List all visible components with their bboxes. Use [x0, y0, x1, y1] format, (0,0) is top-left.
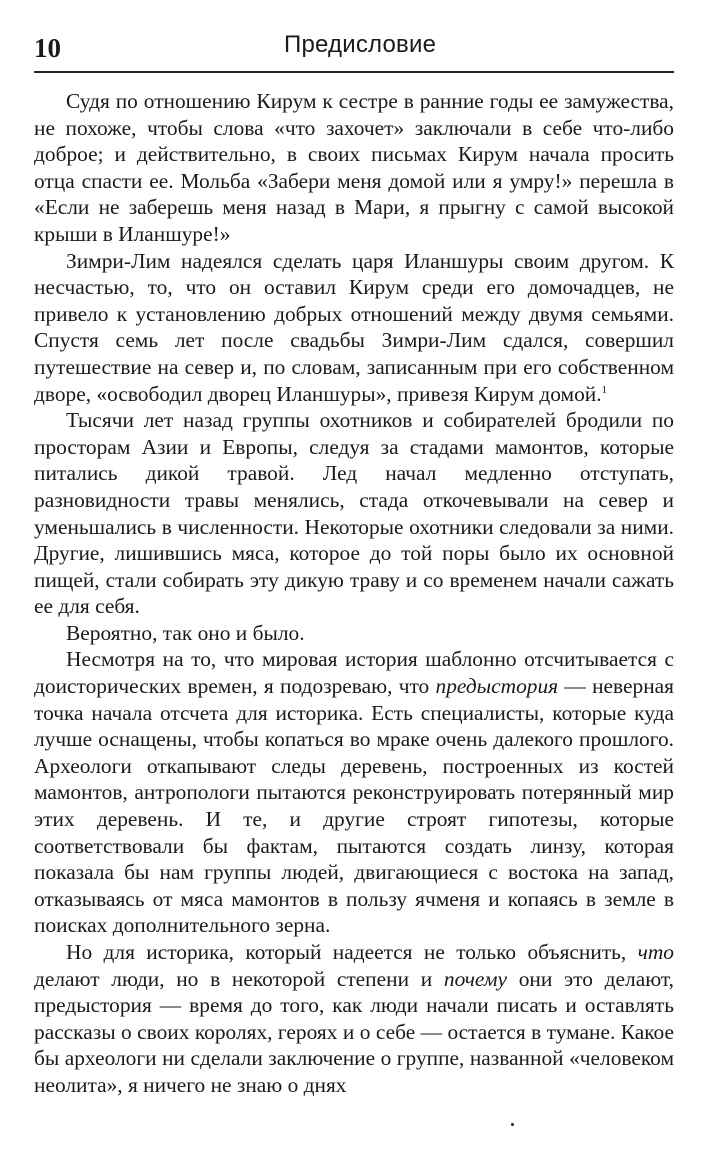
paragraph-3-text: Тысячи лет назад группы охотников и собирателей бродили по просторам Азии и Европы, следуя за стадами мамонтов, которые питались дикой травой. Лед начал медленно отступать, разновидности травы менялись, стада откочевывали на север и уменьшались в численности. Некоторые охотники следовали за ними. Другие, лишившись мяса, которое до той поры было их основной пищей, стали собирать эту дикую траву и со временем начали сажать ее для себя. — [34, 408, 674, 619]
paragraph-1-text: Судя по отношению Кирум к сестре в ранние годы ее замужества, не похоже, чтобы слова «что захочет» заключали в себе что-либо доброе; и действительно, в своих письмах Кирум начала просить отца спасти ее. Мольба «Забери меня домой или я умру!» перешла в «Если не заберешь меня назад в Мари, я прыгну с самой высокой крыши в Иланшуре!» — [34, 89, 674, 246]
header-rule — [34, 71, 674, 73]
page-header — [34, 26, 674, 70]
paragraph-5-part-2: — неверная точка начала отсчета для историка. Есть специалисты, которые куда лучше оснащены, чтобы копаться во мраке очень далекого прошлого. Археологи откапывают следы деревень, построенных из костей мамонтов, антропологи пытаются реконструировать потерянный мир этих деревень. И те, и другие строят гипотезы, которые соответствовали бы фактам, пытаются создать линзу, которая показала бы нам группы людей, двигающиеся с востока на запад, отказываясь от мяса мамонтов в пользу ячменя и копаясь в земле в поисках дополнительного зерна. — [34, 674, 674, 938]
paragraph-4 — [34, 620, 674, 647]
paragraph-6-part-1: Но для историка, который надеется не только объяснить, — [66, 940, 638, 964]
paragraph-6-part-3: они это делают, предыстория — время до того, как люди начали писать и оставлять рассказы о своих королях, героях и о себе — остается в тумане. Какое бы археологи ни сделали заключение о группе, названной «человеком неолита», я ничего не знаю о днях — [34, 966, 674, 1097]
paragraph-1 — [34, 88, 674, 248]
body-text — [34, 88, 674, 1099]
paragraph-5 — [34, 646, 674, 939]
page-number: 10 — [34, 33, 61, 63]
running-title: Предисловие — [284, 31, 437, 58]
paragraph-6-emphasis-1: что — [637, 940, 674, 964]
footnote-marker: 1 — [601, 383, 608, 396]
paragraph-4-text: Вероятно, так оно и было. — [66, 620, 305, 645]
paragraph-5-part-1: Несмотря на то, что мировая история шаблонно отсчитывается с доисторических времен, я подозреваю, что — [34, 647, 674, 699]
paragraph-6-emphasis-2: почему — [443, 966, 508, 991]
paragraph-2-text: Зимри-Лим надеялся сделать царя Иланшуры своим другом. К несчастью, то, что он оставил Кирум среди его домочадцев, не привело к установлению добрых отношений между двумя семьями. Спустя семь лет после свадьбы Зимри-Лим сдался, совершил путешествие на север и, по словам, записанным при его собственном дворе, «освободил дворец Иланшуры», привезя Кирум домой. — [34, 248, 674, 406]
paragraph-5-emphasis: предыстория — [435, 674, 559, 699]
print-speck — [511, 1123, 514, 1126]
paragraph-2 — [34, 248, 674, 408]
paragraph-6-part-2: делают люди, но в некоторой степени и — [34, 966, 444, 991]
paragraph-3 — [34, 407, 674, 620]
paragraph-6 — [34, 939, 674, 1099]
